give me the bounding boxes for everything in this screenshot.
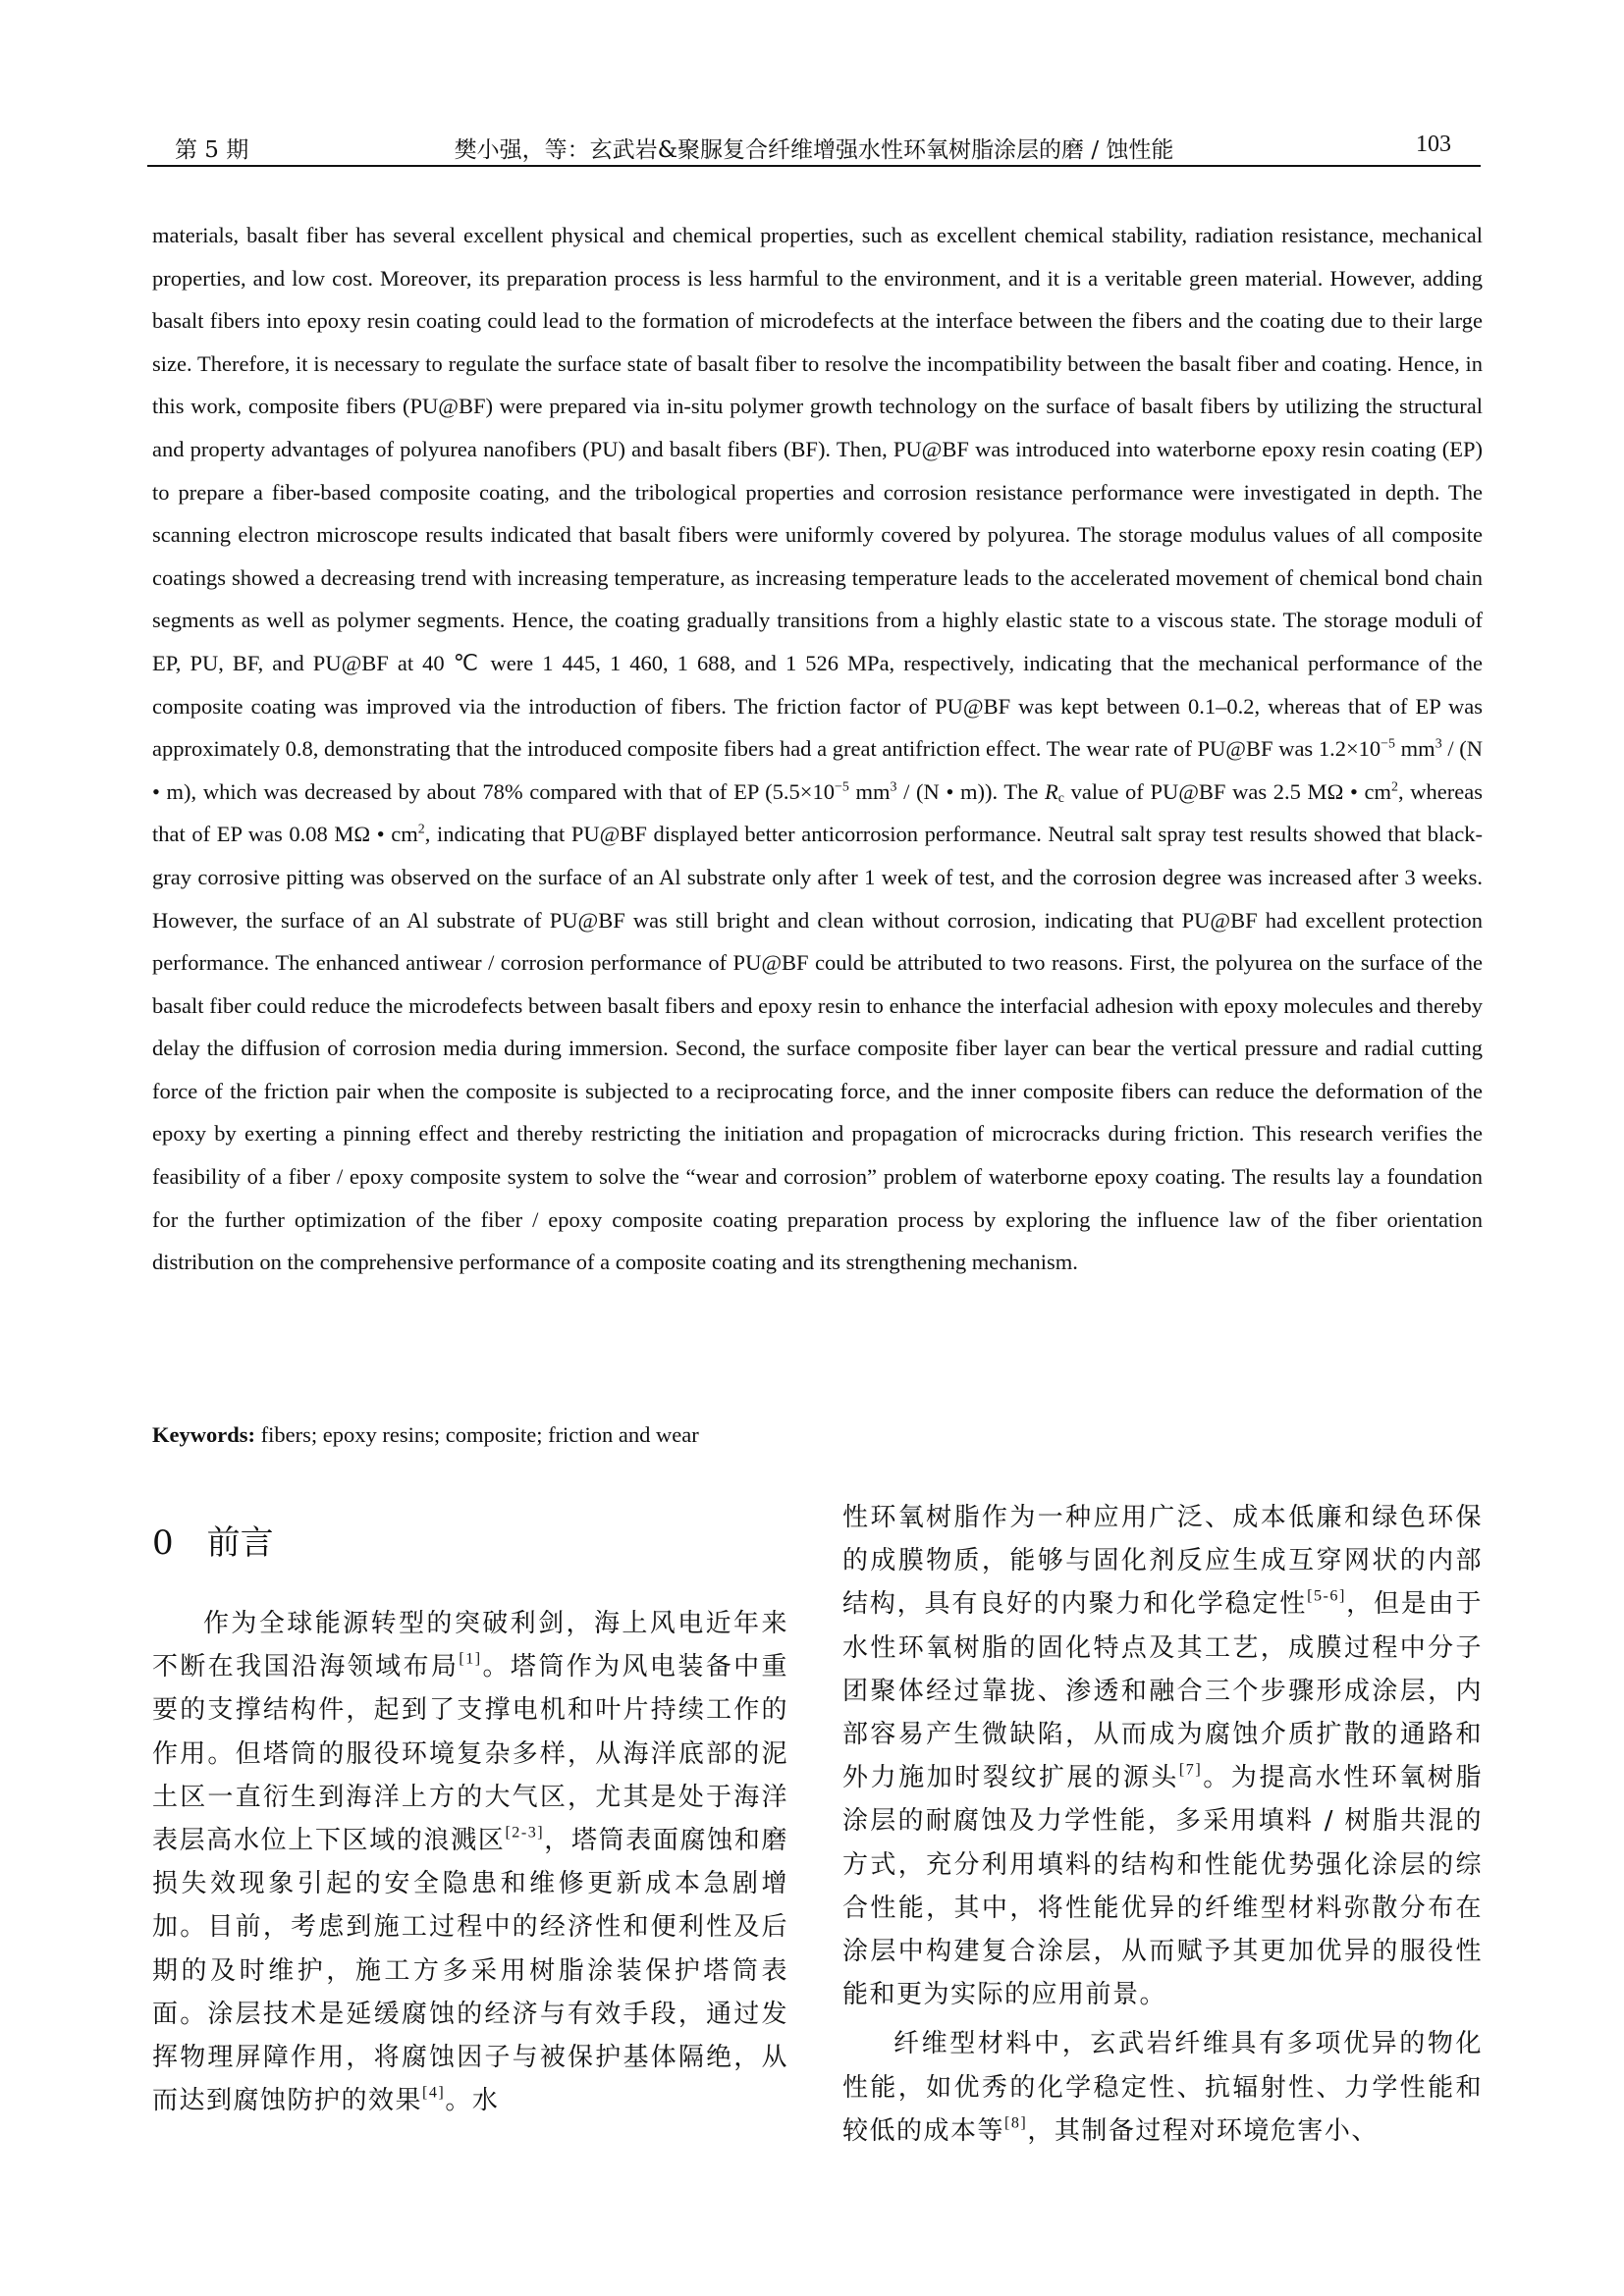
abstract-segment: / (N • m), which was decreased by about 78% compared with that of EP (5.5×10	[152, 736, 1483, 804]
body-paragraph	[842, 1496, 1483, 2016]
abstract-segment: materials, basalt fiber has several excellent physical and chemical properties, such as excellent chemical stability, radiation resistance, mechanical properties, and low cost. Moreover, its preparation process is less harmful to the environment, and it is a veritable green material. However, adding basalt fibers into epoxy resin coating could lead to the formation of microdefects at the interface between the fibers and the coating due to their large size. Therefore, it is necessary to regulate the surface state of basalt fiber to resolve the incompatibility between the basalt fiber and coating. Hence, in this work, composite fibers (PU@BF) were prepared via in-situ polymer growth technology on the surface of basalt fibers by utilizing the structural and property advantages of polyurea nanofibers (PU) and basalt fibers (BF). Then, PU@BF was introduced into waterborne epoxy resin coating (EP) to prepare a fiber-based composite coating, and the tribological properties and corrosion resistance performance were investigated in depth. The scanning electron microscope results indicated that basalt fibers were uniformly covered by polyurea. The storage modulus values of all composite coatings showed a decreasing trend with increasing temperature, as increasing temperature leads to the accelerated movement of chemical bond chain segments as well as polymer segments. Hence, the coating gradually transitions from a highly elastic state to a viscous state. The storage moduli of EP, PU, BF, and PU@BF at 40 ℃ were 1 445, 1 460, 1 688, and 1 526 MPa, respectively, indicating that the mechanical performance of the composite coating was improved via the introduction of fibers. The friction factor of PU@BF was kept between 0.1–0.2, whereas that of EP was approximately 0.8, demonstrating that the introduced composite fibers had a great antifriction effect. The wear rate of PU@BF was 1.2×10	[152, 223, 1483, 762]
section-title: 前言	[206, 1523, 274, 1563]
citation: [5-6]	[1307, 1588, 1346, 1606]
section-number: 0	[152, 1523, 174, 1563]
keywords-line	[152, 1420, 1483, 1450]
citation: [7]	[1178, 1761, 1203, 1779]
exponent: −5	[834, 779, 849, 795]
body-paragraph	[842, 2022, 1483, 2153]
keywords-text: fibers; epoxy resins; composite; friction and wear	[255, 1422, 699, 1447]
citation: [8]	[1004, 2114, 1028, 2132]
header-rule	[147, 165, 1481, 167]
exponent: 2	[417, 822, 425, 837]
left-column	[152, 1502, 788, 2122]
page-number: 103	[1416, 132, 1451, 157]
exponent: −5	[1380, 736, 1396, 752]
running-title: 樊小强，等：玄武岩&聚脲复合纤维增强水性环氧树脂涂层的磨 / 蚀性能	[454, 137, 1174, 163]
text-segment: 。水	[445, 2086, 500, 2116]
text-segment: ，塔筒表面腐蚀和磨损失效现象引起的安全隐患和维修更新成本急剧增加。目前，考虑到施工过程中的经济性和便利性及后期的及时维护，施工方多采用树脂涂装保护塔筒表面。涂层技术是延缓腐蚀的经济与有效手段，通过发挥物理屏障作用，将腐蚀因子与被保护基体隔绝，从而达到腐蚀防护的效果	[152, 1826, 788, 2116]
abstract-segment: value of PU@BF was 2.5 MΩ • cm	[1063, 778, 1391, 804]
text-segment: 。为提高水性环氧树脂涂层的耐腐蚀及力学性能，多采用填料 / 树脂共混的方式，充分利用填料的结构和性能优势强化涂层的综合性能，其中，将性能优异的纤维型材料弥散分布在涂层中构建复合涂层，从而赋予其更加优异的服役性能和更为实际的应用前景。	[842, 1763, 1483, 2010]
text-segment: 。塔筒作为风电装备中重要的支撑结构件，起到了支撑电机和叶片持续工作的作用。但塔筒的服役环境复杂多样，从海洋底部的泥土区一直衍生到海洋上方的大气区，尤其是处于海洋表层高水位上下区域的浪溅区	[152, 1652, 788, 1856]
keywords-label: Keywords:	[152, 1422, 255, 1447]
issue-number: 第 5 期	[175, 137, 249, 163]
text-segment: ，其制备过程对环境危害小、	[1027, 2115, 1379, 2146]
text-segment: 纤维型材料中，玄武岩纤维具有多项优异的物化性能，如优秀的化学稳定性、抗辐射性、力学性能和较低的成本等	[842, 2029, 1483, 2146]
text-segment: ，但是由于水性环氧树脂的固化特点及其工艺，成膜过程中分子团聚体经过靠拢、渗透和融合三个步骤形成涂层，内部容易产生微缺陷，从而成为腐蚀介质扩散的通路和外力施加时裂纹扩展的源头	[842, 1589, 1483, 1793]
abstract-segment: mm	[848, 778, 891, 804]
body-paragraph	[152, 1602, 788, 2122]
exponent: 3	[1435, 736, 1442, 752]
running-header	[147, 128, 1481, 163]
exponent: 3	[890, 779, 897, 795]
citation: [1]	[459, 1650, 482, 1668]
text-segment: 性环氧树脂作为一种应用广泛、成本低廉和绿色环保的成膜物质，能够与固化剂反应生成互穿网状的内部结构，具有良好的内聚力和化学稳定性	[842, 1503, 1483, 1620]
rc-subscript: c	[1057, 790, 1064, 806]
abstract-text	[152, 214, 1483, 1284]
citation: [4]	[422, 2084, 446, 2102]
abstract-segment: mm	[1395, 736, 1435, 762]
text-segment: 作为全球能源转型的突破利剑，海上风电近年来不断在我国沿海领域布局	[152, 1609, 788, 1682]
exponent: 2	[1391, 779, 1398, 795]
right-column	[842, 1496, 1483, 2153]
rc-symbol: R	[1045, 778, 1058, 804]
citation: [2-3]	[505, 1824, 545, 1842]
abstract-segment: , whereas that of EP was 0.08 MΩ • cm	[152, 778, 1483, 847]
section-heading	[152, 1516, 788, 1576]
abstract-segment: / (N • m)). The	[896, 778, 1046, 804]
abstract-segment: , indicating that PU@BF displayed better anticorrosion performance. Neutral salt spray test results showed that black-gray corrosive pitting was observed on the surface of an Al substrate only after 1 week of test, and the corrosion degree was increased after 3 weeks. However, the surface of an Al substrate of PU@BF was still bright and clean without corrosion, indicating that PU@BF had excellent protection performance. The enhanced antiwear / corrosion performance of PU@BF could be attributed to two reasons. First, the polyurea on the surface of the basalt fiber could reduce the microdefects between basalt fibers and epoxy resin to enhance the interfacial adhesion with epoxy molecules and thereby delay the diffusion of corrosion media during immersion. Second, the surface composite fiber layer can bear the vertical pressure and radial cutting force of the friction pair when the composite is subjected to a reciprocating force, and the inner composite fibers can reduce the deformation of the epoxy by exerting a pinning effect and thereby restricting the initiation and propagation of microcracks during friction. This research verifies the feasibility of a fiber / epoxy composite system to solve the “wear and corrosion” problem of waterborne epoxy coating. The results lay a foundation for the further optimization of the fiber / epoxy composite coating preparation process by exploring the influence law of the fiber orientation distribution on the comprehensive performance of a composite coating and its strengthening mechanism.	[152, 822, 1483, 1275]
